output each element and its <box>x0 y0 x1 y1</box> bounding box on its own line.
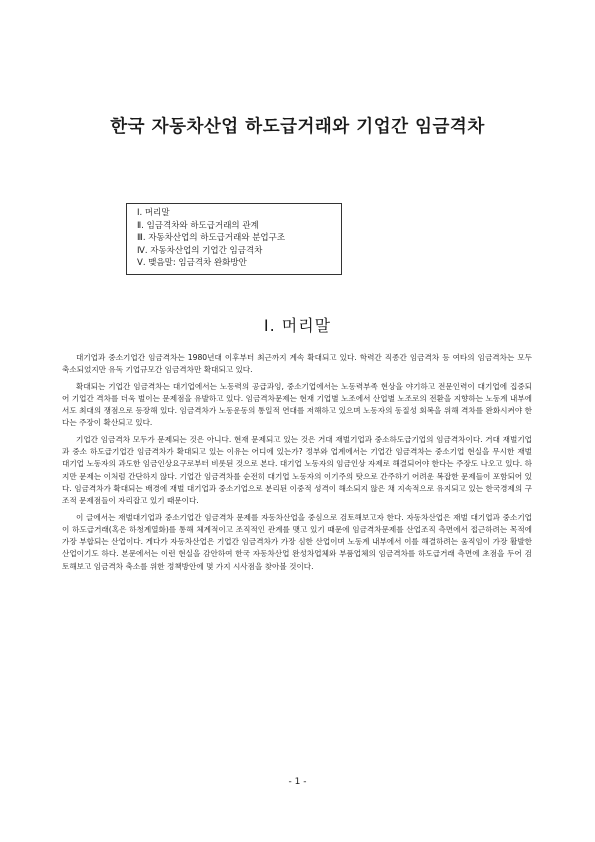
paragraph: 확대되는 기업간 임금격차는 대기업에서는 노동력의 공급과잉, 중소기업에서는 노동력부족 현상을 야기하고 전문인력이 대기업에 집중되어 기업간 격차를 더욱 벌이는 문제점을 유발하고 있다. 임금격차문제는 현재 기업별 노조에서 산업별 노조로의 전환을 지향하는 노동계 내부에서도 최대의 쟁점으로 등장해 있다. 임금격차가 노동운동의 통일적 연대를 저해하고 있으며 노동자의 동질성 회복을 위해 격차를 완화시켜야 한다는 주장이 확산되고 있다. <box>62 381 532 428</box>
page-number: - 1 - <box>288 777 307 787</box>
body-text <box>62 352 532 577</box>
toc-item: Ⅴ. 맺음말: 임금격차 완화방안 <box>137 258 247 269</box>
table-of-contents <box>126 203 342 275</box>
toc-item: Ⅰ. 머리말 <box>137 208 170 218</box>
document-title: 한국 자동차산업 하도급거래와 기업간 임금격차 <box>110 117 485 137</box>
paragraph: 기업간 임금격차 모두가 문제되는 것은 아니다. 현재 문제되고 있는 것은 거대 재벌기업과 중소하도급기업의 임금격차이다. 거대 재벌기업과 중소 하도급기업간 임금격차가 확대되고 있는 이유는 어디에 있는가? 정부와 업계에서는 기업간 임금격차는 중소기업 현실을 무시한 재벌 대기업 노동자의 과도한 임금인상요구로부터 비롯된 것으로 본다. 대기업 노동자의 임금인상 자제로 해결되어야 한다는 주장도 나오고 있다. 하지만 문제는 이처럼 간단하지 않다. 기업간 임금격차를 순전히 대기업 노동자의 이기주의 탓으로 간주하기 어려운 복잡한 문제들이 포함되어 있다. 임금격차가 확대되는 배경에 재벌 대기업과 중소기업으로 분리된 이중적 성격이 해소되지 않은 채 지속적으로 유지되고 있는 한국경제의 구조적 문제점들이 자리잡고 있기 때문이다. <box>62 434 532 506</box>
paragraph: 이 글에서는 재벌대기업과 중소기업간 임금격차 문제를 자동차산업을 중심으로 검토해보고자 한다. 자동차산업은 재벌 대기업과 중소기업이 하도급거래(혹은 하청계열화)를 통해 체계적이고 조직적인 관계를 맺고 있기 때문에 임금격차문제를 산업조직 측면에서 접근하려는 목적에 가장 부합되는 산업이다. 게다가 자동차산업은 기업간 임금격차가 가장 심한 산업이며 노동계 내부에서 이를 해결하려는 움직임이 가장 활발한 산업이기도 하다. 본문에서는 이런 현실을 감안하여 한국 자동차산업 완성차업체와 부품업체의 임금격차를 하도급거래 측면에 초점을 두어 검토해보고 임금격차 축소를 위한 정책방안에 몇 가지 시사점을 찾아볼 것이다. <box>62 512 532 571</box>
toc-item: Ⅲ. 자동차산업의 하도급거래와 분업구조 <box>137 233 286 244</box>
toc-item: Ⅱ. 임금격차와 하도급거래의 관계 <box>137 220 259 231</box>
toc-item: Ⅳ. 자동차산업의 기업간 임금격차 <box>137 245 263 256</box>
paragraph: 대기업과 중소기업간 임금격차는 1980년대 이후부터 최근까지 계속 확대되고 있다. 학력간 직종간 임금격차 등 여타의 임금격차는 모두 축소되었지만 유독 기업규모간 임금격차만 확대되고 있다. <box>62 353 532 375</box>
section-heading: Ⅰ. 머리말 <box>263 316 332 335</box>
